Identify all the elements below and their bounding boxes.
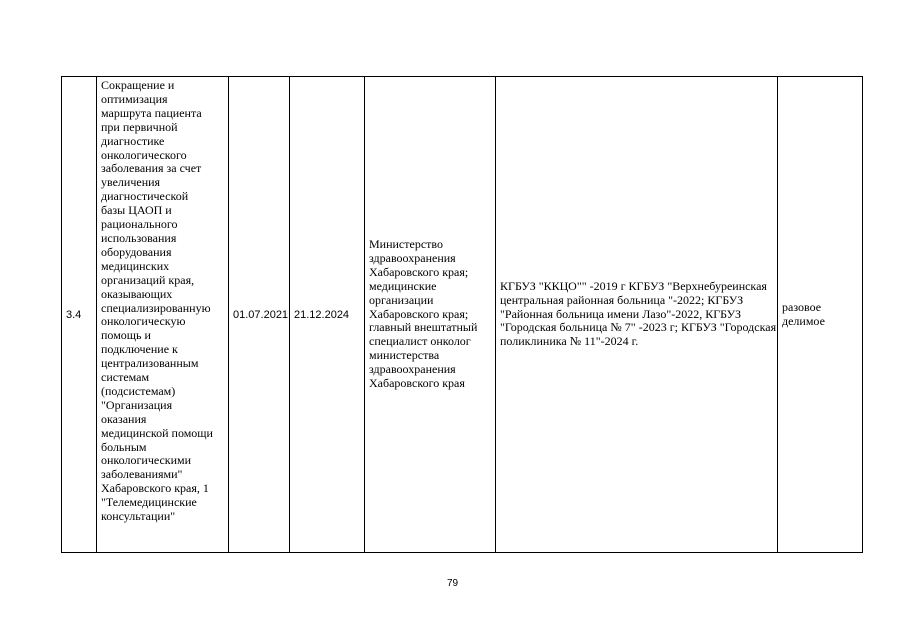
start-date-cell: 01.07.2021 (229, 77, 290, 553)
row-number-cell: 3.4 (62, 77, 97, 553)
page-number: 79 (446, 578, 459, 589)
responsible-cell: Министерство здравоохранения Хабаровского края; медицинские организации Хабаровского края; главный внештатный специалист онколог министерства здравоохранения Хабаровского края (365, 77, 496, 553)
result-cell: КГБУЗ "ККЦО"" -2019 г КГБУЗ "Верхнебуреинская центральная районная больница "-2022; КГБУЗ "Районная больница имени Лазо"-2022, КГБУЗ "Городская больница № 7" -2023 г; КГБУЗ "Городская поликлиника № 11"-2024 г. (496, 77, 778, 553)
document-table (61, 76, 863, 553)
table-row (62, 77, 863, 553)
end-date-cell: 21.12.2024 (290, 77, 365, 553)
measure-title-cell: Сокращение и оптимизация маршрута пациента при первичной диагностике онкологического заболевания за счет увеличения диагностической базы ЦАОП и рационального использования оборудования медицинских организаций края, оказывающих специализированную онкологическую помощь и подключение к централизованным системам (подсистемам) "Организация оказания медицинской помощи больным онкологическими заболеваниями" Хабаровского края, 1 "Телемедицинские консультации" (97, 77, 229, 553)
type-cell: разовое делимое (778, 77, 863, 553)
